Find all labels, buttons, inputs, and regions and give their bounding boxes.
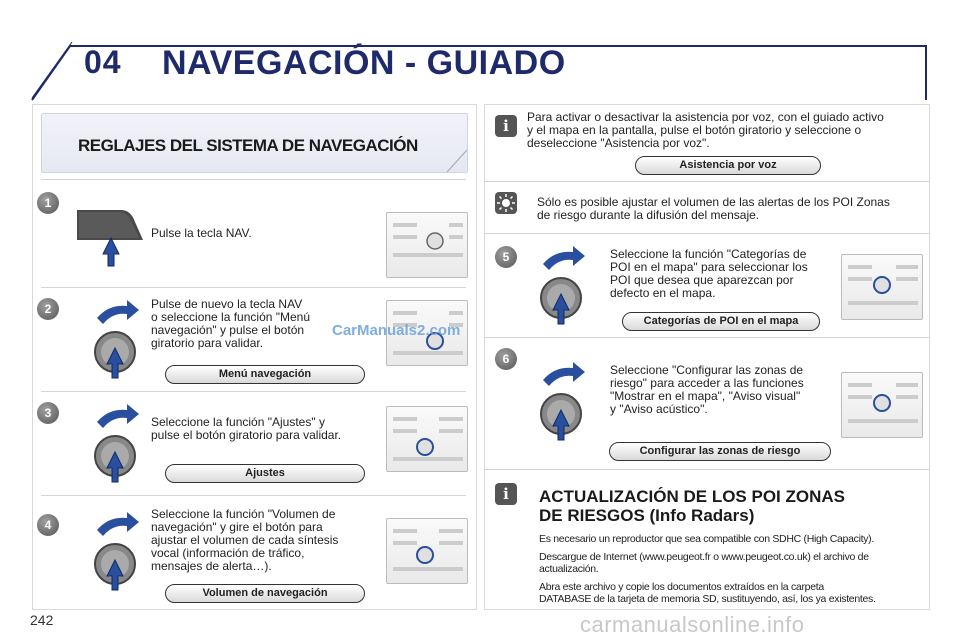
step-4-text-line: ajustar el volumen de cada síntesis [151,533,339,547]
risk-zone-pill: Configurar las zonas de riesgo [609,442,831,461]
menu-option-pill: Ajustes [165,464,365,483]
radio-dial-icon [387,213,467,277]
chapter-number: 04 [84,44,122,80]
step-4-text-line: mensajes de alerta…). [151,559,272,573]
step-6 [485,337,929,470]
update-title-line: ACTUALIZACIÓN DE LOS POI ZONAS [539,487,845,506]
step-6-text-line: "Mostrar en el mapa", "Aviso visual" [610,389,801,403]
step-5-text-line: Seleccione la función "Categorías de [610,247,807,261]
step-3 [41,391,466,496]
rotary-knob-icon [87,298,147,398]
step-6-text-line: riesgo" para acceder a las funciones [610,376,804,390]
step-1-text-line: Pulse la tecla NAV. [151,226,252,240]
rotary-knob-icon [533,244,593,344]
update-para-line: Abra este archivo y copie los documentos extraídos en la carpeta [539,581,824,593]
step-5-text-line: defecto en el mapa. [610,286,716,300]
voice-assist-pill: Asistencia por voz [635,156,821,175]
step-number-badge: 1 [37,192,59,214]
radio-panel-image [841,254,923,320]
tip-text-line: de riesgo durante la difusión del mensaje. [537,208,760,222]
step-5 [485,233,929,338]
step-number-badge: 3 [37,402,59,424]
nav-key-label: NAV [85,199,104,209]
radio-dial-icon [387,519,467,583]
info-text-line: y el mapa en la pantalla, pulse el botón giratorio y seleccione o [527,123,862,137]
step-2-text-line: Pulse de nuevo la tecla NAV [151,297,303,311]
step-4-text-line: Seleccione la función "Volumen de [151,507,336,521]
step-2 [41,287,466,392]
radio-dial-icon [842,373,922,437]
info-text-line: deseleccione "Asistencia por voz". [527,136,710,150]
step-number-badge: 2 [37,298,59,320]
radio-panel-image [386,518,468,584]
section-title: REGLAJES DEL SISTEMA DE NAVEGACIÓN [78,136,418,155]
update-para-line: Descargue de Internet (www.peugeot.fr o www.peugeot.co.uk) el archivo de [539,551,869,563]
sun-tip-icon [495,192,517,214]
step-4-text-line: vocal (información de tráfico, [151,546,305,560]
step-4-text-line: navegación" y gire el botón para [151,520,323,534]
watermark: CarManuals2.com [332,322,461,339]
radio-panel-image [386,406,468,472]
update-para-line: actualización. [539,563,599,575]
radio-dial-icon [842,255,922,319]
update-para-line: Es necesario un reproductor que sea compatible con SDHC (High Capacity). [539,533,874,545]
sun-icon [495,192,517,214]
radio-panel-image [841,372,923,438]
step-3-text-line: pulse el botón giratorio para validar. [151,428,342,442]
rotary-knob-icon [87,402,147,502]
radio-dial-icon [387,407,467,471]
page-title: NAVEGACIÓN - GUIADO [162,44,566,82]
step-2-text-line: giratorio para validar. [151,336,264,350]
page-header [30,42,928,102]
menu-option-pill: Menú navegación [165,365,365,384]
step-6-text-line: Seleccione "Configurar las zonas de [610,363,804,377]
rotary-knob-icon [533,360,593,460]
info-icon: i [495,483,517,505]
step-4 [41,495,466,608]
step-number-badge: 6 [495,348,517,370]
watermark: carmanualsonline.info [580,612,805,637]
page-number: 242 [30,612,54,628]
section-header-box [41,113,468,173]
step-number-badge: 4 [37,514,59,536]
rotary-knob-icon [87,510,147,610]
radio-panel-image [386,212,468,278]
menu-option-pill: Volumen de navegación [165,584,365,603]
step-2-text-line: o seleccione la función "Menú [151,310,311,324]
step-2-text-line: navegación" y pulse el botón [151,323,305,337]
left-column [32,104,477,610]
update-para-line: DATABASE de la tarjeta de memoria SD, sustituyendo, así, los ya existentes. [539,593,876,605]
update-title-line: DE RIESGOS (Info Radars) [539,506,755,525]
tip-row [485,181,929,234]
poi-category-pill: Categorías de POI en el mapa [622,312,820,331]
info-text-line: Para activar o desactivar la asistencia por voz, con el guiado activo [527,110,884,124]
step-1 [41,179,466,288]
info-icon: i [495,115,517,137]
step-6-text-line: y "Aviso acústico". [610,402,708,416]
step-3-text-line: Seleccione la función "Ajustes" y [151,415,325,429]
step-5-text-line: POI en el mapa" para seleccionar los [610,260,808,274]
step-number-badge: 5 [495,246,517,268]
right-column [484,104,930,610]
tip-text-line: Sólo es posible ajustar el volumen de las alertas de los POI Zonas [537,195,890,209]
step-5-text-line: POI que desea que aparezcan por [610,273,794,287]
